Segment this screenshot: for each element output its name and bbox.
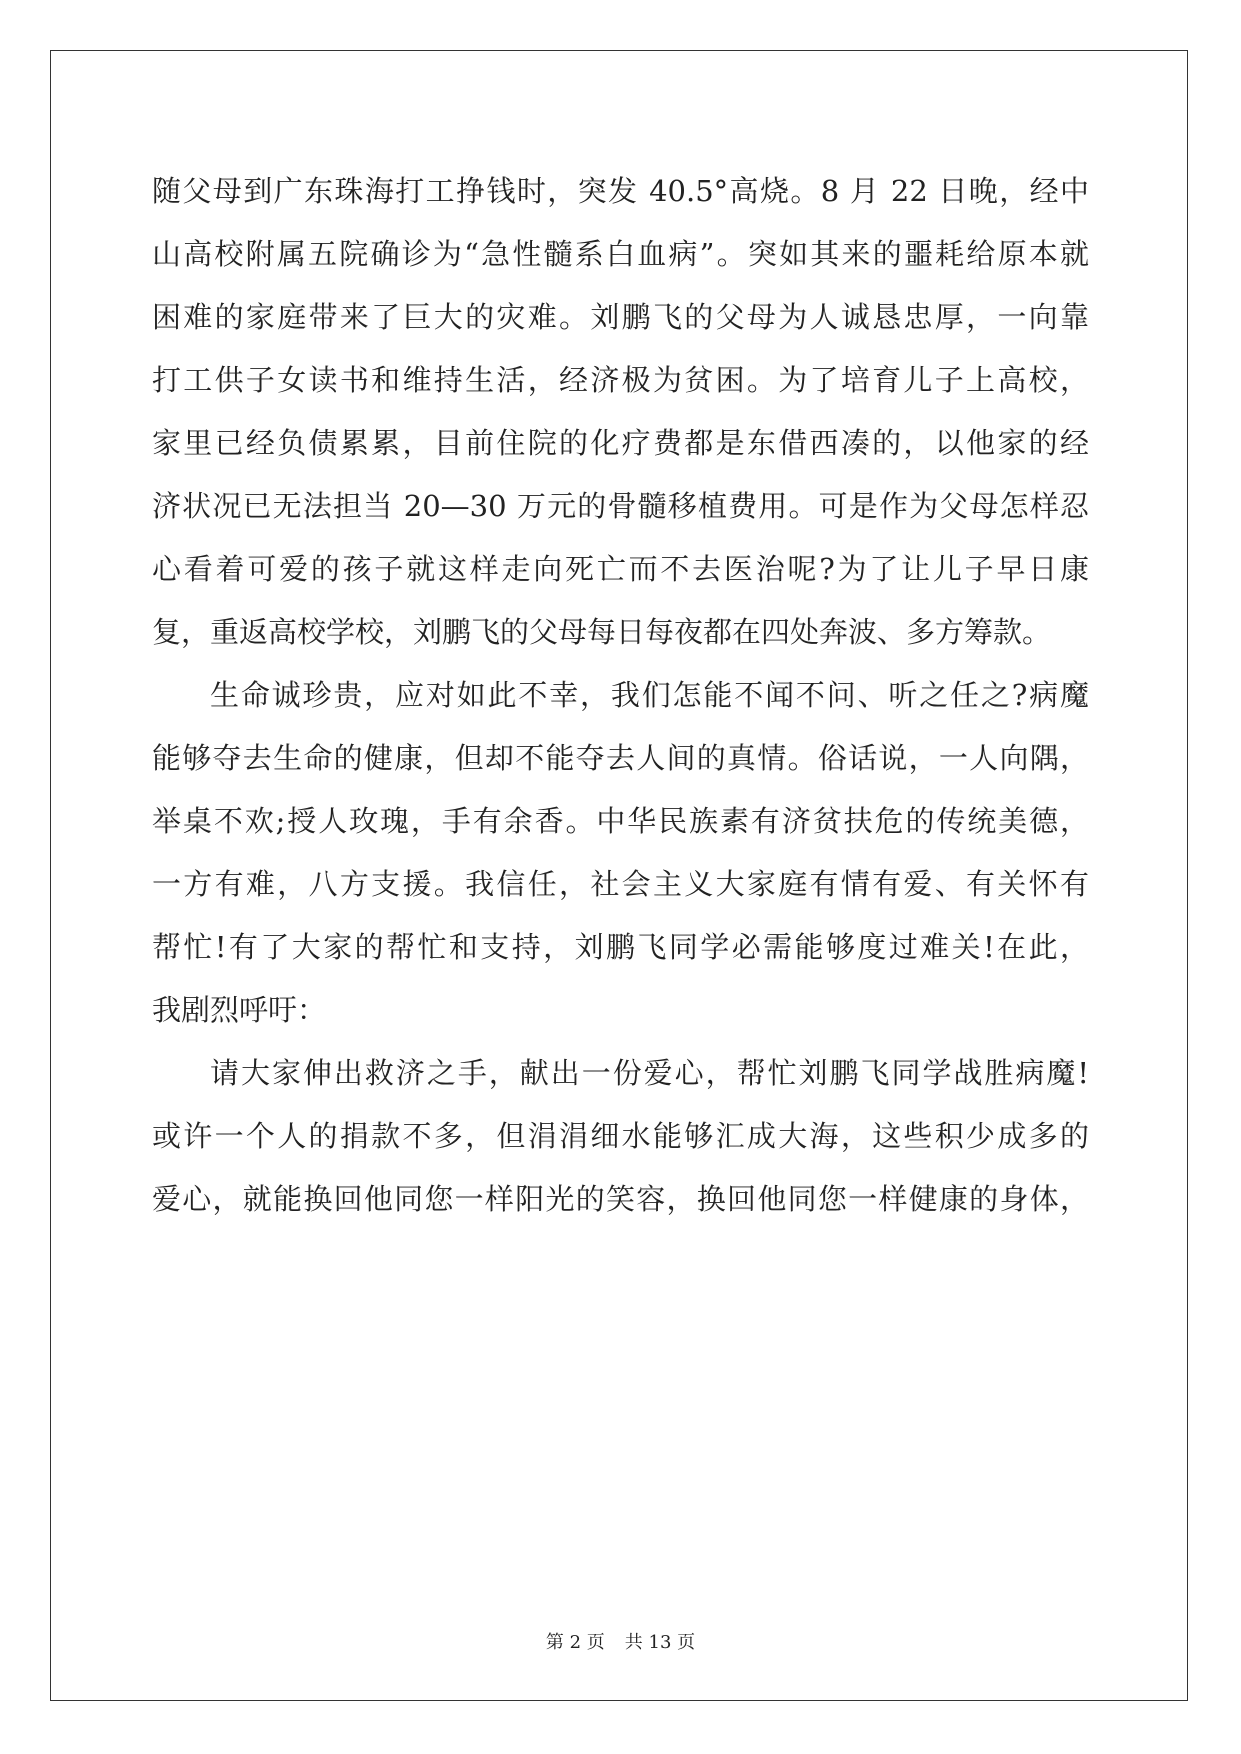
text-line: 请大家伸出救济之手，献出一份爱心，帮忙刘鹏飞同学战胜病魔! <box>210 1056 1089 1090</box>
text-line: 或许一个人的捐款不多，但涓涓细水能够汇成大海，这些积少成多的 <box>152 1119 1089 1153</box>
text-line: 帮忙!有了大家的帮忙和支持，刘鹏飞同学必需能够度过难关!在此， <box>152 930 1089 964</box>
text-line: 举桌不欢;授人玫瑰，手有余香。中华民族素有济贫扶危的传统美德， <box>152 804 1089 838</box>
text-line: 一方有难，八方支援。我信任，社会主义大家庭有情有爱、有关怀有 <box>152 867 1089 901</box>
page-number-current: 第 2 页 <box>545 1632 605 1653</box>
page-footer <box>0 1628 1241 1654</box>
text-line: 生命诚珍贵，应对如此不幸，我们怎能不闻不问、听之任之?病魔 <box>210 678 1089 712</box>
text-line: 能够夺去生命的健康，但却不能夺去人间的真情。俗话说，一人向隅， <box>152 741 1089 775</box>
text-line: 心看着可爱的孩子就这样走向死亡而不去医治呢?为了让儿子早日康 <box>152 552 1089 586</box>
text-line: 爱心，就能换回他同您一样阳光的笑容，换回他同您一样健康的身体， <box>152 1182 1089 1216</box>
text-line: 困难的家庭带来了巨大的灾难。刘鹏飞的父母为人诚恳忠厚，一向靠 <box>152 300 1089 334</box>
document-body <box>152 160 1089 1231</box>
text-line: 济状况已无法担当 20—30 万元的骨髓移植费用。可是作为父母怎样忍 <box>152 489 1089 523</box>
text-line: 家里已经负债累累，目前住院的化疗费都是东借西凑的，以他家的经 <box>152 426 1089 460</box>
text-line: 打工供子女读书和维持生活，经济极为贫困。为了培育儿子上高校， <box>152 363 1089 397</box>
text-line: 山高校附属五院确诊为“急性髓系白血病”。突如其来的噩耗给原本就 <box>152 237 1089 271</box>
page-number-total: 共 13 页 <box>624 1632 696 1653</box>
text-line: 我剧烈呼吁： <box>152 993 327 1027</box>
text-line: 复，重返高校学校，刘鹏飞的父母每日每夜都在四处奔波、多方筹款。 <box>152 615 1052 649</box>
text-line: 随父母到广东珠海打工挣钱时，突发 40.5°高烧。8 月 22 日晚，经中 <box>152 174 1089 208</box>
